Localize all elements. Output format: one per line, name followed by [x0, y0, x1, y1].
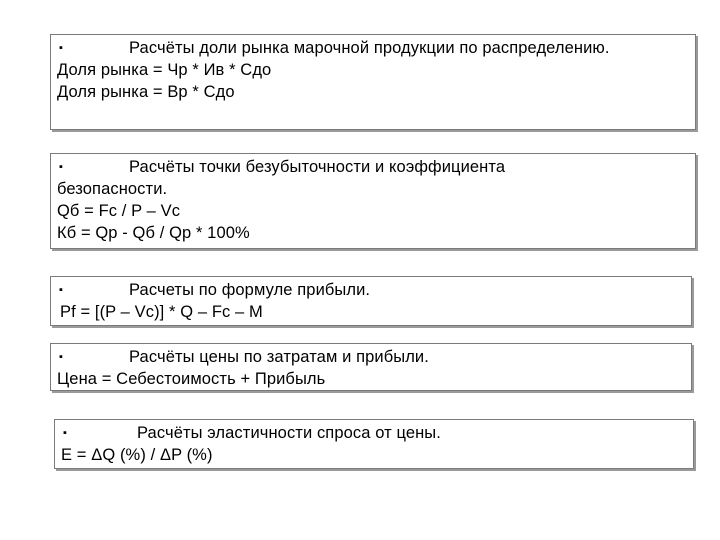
block-title: Расчёты точки безубыточности и коэффициента — [129, 158, 506, 176]
title-continuation: безопасности. — [57, 180, 168, 198]
bullet-icon: ▪ — [59, 284, 63, 296]
market-share-block — [50, 34, 696, 130]
break-even-block — [50, 153, 696, 249]
elasticity-block — [54, 419, 694, 469]
profit-formula-block — [50, 276, 692, 326]
block-heading — [57, 346, 691, 368]
block-heading — [57, 279, 691, 301]
block-heading — [57, 37, 695, 59]
formula-line: Pf = [(P – Vc)] * Q – Fc – M — [60, 303, 263, 321]
block-title: Расчёты эластичности спроса от цены. — [137, 424, 441, 442]
block-heading — [61, 422, 693, 444]
bullet-icon: ▪ — [59, 161, 63, 173]
formula-line: E = ΔQ (%) / ΔP (%) — [61, 446, 213, 464]
block-title: Расчёты доли рынка марочной продукции по распределению. — [129, 39, 610, 57]
bullet-icon: ▪ — [59, 42, 63, 54]
cost-price-block — [50, 343, 692, 391]
formula-line: Доля рынка = Чр * Ив * Сдо — [57, 61, 272, 79]
block-title: Расчёты цены по затратам и прибыли. — [129, 348, 429, 366]
bullet-icon: ▪ — [59, 351, 63, 363]
formula-line: Доля рынка = Вр * Сдо — [57, 83, 235, 101]
formula-line: Qб = Fc / P – Vc — [57, 202, 181, 220]
formula-line: Цена = Себестоимость + Прибыль — [57, 370, 326, 388]
formula-line: Кб = Qp - Qб / Qp * 100% — [57, 224, 250, 242]
block-heading — [57, 156, 695, 178]
block-title: Расчеты по формуле прибыли. — [129, 281, 371, 299]
bullet-icon: ▪ — [63, 427, 67, 439]
